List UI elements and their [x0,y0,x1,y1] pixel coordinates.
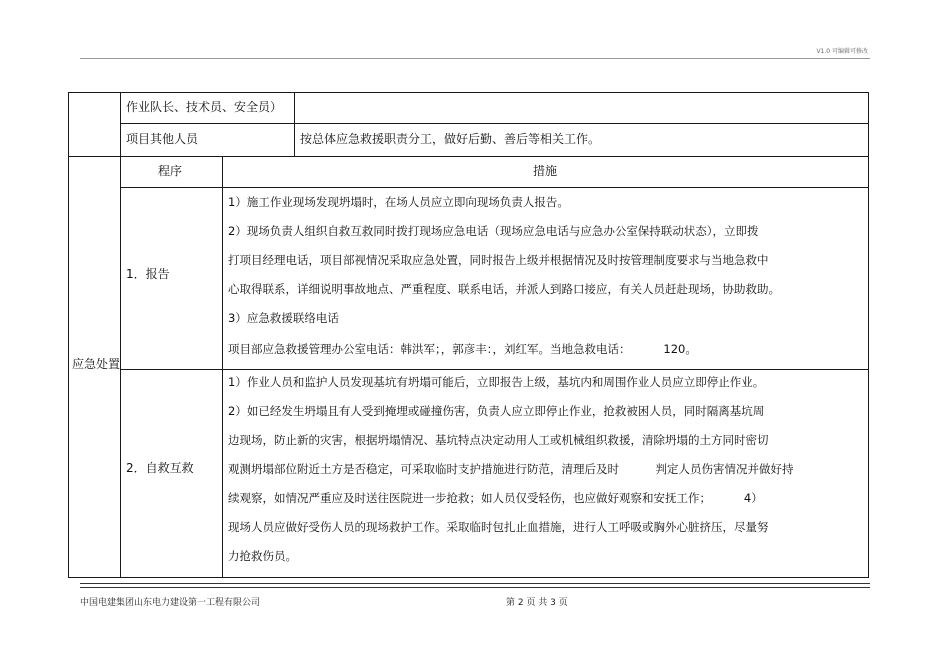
header-version-note: V1.0 可编辑可修改 [816,48,868,55]
column-header-procedure: 程序 [158,164,183,178]
step1-label: 1．报告 [126,267,170,281]
procedure-column-divider [222,156,223,578]
step2-line: 1）作业人员和监护人员发现基坑有坍塌可能后，立即报告上级，基坑内和周围作业人员应立即停止作业。 [228,375,765,389]
header-rule [80,58,870,59]
header-row-bottom-border [120,187,869,188]
section-divider [120,92,121,578]
step1-line: 打项目经理电话，项目部视情况采取应急处置，同时报告上级并根据情况及时按管理制度要求与当地急救中 [228,253,769,267]
role-column-divider [294,92,295,157]
footer-page-number: 第 2 页 共 3 页 [506,598,568,608]
step1-line: 心取得联系，详细说明事故地点、严重程度、联系电话，并派人到路口接应，有关人员赶赴现场，协助救助。 [228,282,780,296]
step2-line: 观测坍塌部位附近土方是否稳定，可采取临时支护措施进行防范，清理后及时 判定人员伤害情况并做好持 [228,462,794,476]
step2-line: 续观察，如情况严重应及时送往医院进一步抢救；如人员仅受轻伤，也应做好观察和安抚工作； 4） [228,491,763,505]
table-bottom-border [68,577,869,578]
table-left-border [68,92,69,578]
table-right-border [868,92,869,578]
column-header-measures: 措施 [533,164,558,178]
table-top-border [68,92,869,93]
row2-content: 按总体应急救援职责分工，做好后勤、善后等相关工作。 [300,132,601,146]
step1-line: 项目部应急救援管理办公室电话：韩洪军；，郭彦丰：，刘红军。当地急救电话： 120。 [228,342,697,356]
step2-line: 边现场，防止新的灾害，根据坍塌情况、基坑特点决定动用人工或机械组织救援，清除坍塌的土方同时密切 [228,433,769,447]
step1-line: 3）应急救援联络电话 [228,311,339,325]
row1-label: 作业队长、技术员、安全员） [126,100,283,114]
step2-line: 2）如已经发生坍塌且有人受到掩埋或碰撞伤害，负责人应立即停止作业，抢救被困人员，同时隔离基坑周 [228,404,765,418]
step1-line: 1）施工作业现场发现坍塌时，在场人员应立即向现场负责人报告。 [228,195,569,209]
section-label: 应急处置 [72,357,121,371]
step1-bottom-border [120,369,869,370]
row2-bottom-border [68,156,869,157]
step2-line: 现场人员应做好受伤人员的现场救护工作。采取临时包扎止血措施，进行人工呼吸或胸外心脏挤压，尽量努 [228,520,769,534]
step1-line: 2）现场负责人组织自救互救同时拨打现场应急电话（现场应急电话与应急办公室保持联动状态），立即拨 [228,224,759,238]
footer-company: 中国电建集团山东电力建设第一工程有限公司 [80,598,261,608]
step2-label: 2．自救互救 [126,461,194,475]
row2-label: 项目其他人员 [126,132,199,146]
step2-line: 力抢救伤员。 [228,549,297,563]
footer-rule [80,587,870,588]
row1-bottom-border [120,123,869,124]
footer-rule [80,583,870,584]
